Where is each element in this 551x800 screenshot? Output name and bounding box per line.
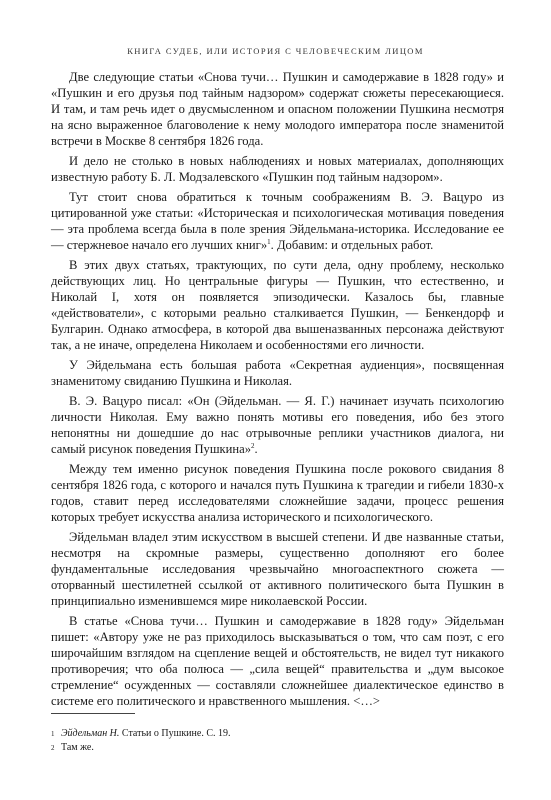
paragraph: В статье «Снова тучи… Пушкин и самодержавие в 1828 году» Эйдельман пишет: «Автору уже не раз приходилось высказываться о том, что сам поэт, с его широчайшим взглядом на сцепление вещей и обстоятельств, не видел тут никакого противоречия; что оба полюса — „сила вещей“ правительства и „дум высокое стремление“ осужденных — составляли сложнейшее диалектическое единство в системе его политического и нравственного мышления. <…> [51,614,504,708]
paragraph: И дело не столько в новых наблюдениях и новых материалах, дополняющих известную работу Б. Л. Модзалевского «Пушкин под тайным надзором». [51,154,504,184]
footnote: 2 Там же. [51,742,94,753]
running-head: КНИГА СУДЕБ, ИЛИ ИСТОРИЯ С ЧЕЛОВЕЧЕСКИМ ЛИЦОМ [127,46,424,56]
paragraph: В этих двух статьях, трактующих, по сути дела, одну проблему, несколько действующих лиц. Но центральные фигуры — Пушкин, что естественно, и Николай I, хотя он появляется эпизодически. Казалось бы, главные «действователи», с которыми реально сталкивается Пушкин, — Бенкендорф и Булгарин. Однако атмосфера, в которой два вышеназванных персонажа действуют так, а не иначе, определена Николаем и особенностями его личности. [51,258,504,352]
footnotes [51,727,504,755]
footnote-ref: 2 [251,441,255,450]
footnote-author: Эйдельман Н. [61,728,120,739]
paragraph: Эйдельман владел этим искусством в высшей степени. И две названные статьи, несмотря на скромные размеры, существенно дополняют его более фундаментальные исследования чрезвычайно многоаспектного сюжета — оторванный шестилетней ссылкой от активного политического быта Пушкин в принципиально изменившемся мире николаевской России. [51,530,504,608]
body-text [51,69,504,713]
paragraph: Тут стоит снова обратиться к точным соображениям В. Э. Вацуро из цитированной уже статьи: «Историческая и психологическая мотивация поведения — эта проблема всегда была в поле зрения Эйдельмана-историка. Исследование ее — стержневое начало его лучших книг»$^1$. Добавим: и отдельных работ. [51,190,504,252]
footnote-divider [51,713,135,714]
footnote: 1 Эйдельман Н. Статьи о Пушкине. С. 19. [51,728,231,739]
paragraph: В. Э. Вацуро писал: «Он (Эйдельман. — Я. Г.) начинает изучать психологию личности Николая. Ему важно понять мотивы его поведения, ибо без этого непонятны ни дошедшие до нас отрывочные реплики участников диалога, ни самый рисунок поведения Пушкина»$^2$. [51,394,504,456]
paragraph: Между тем именно рисунок поведения Пушкина после рокового свидания 8 сентября 1826 года, с которого и начался путь Пушкина к трагедии и гибели 1830-х годов, ставит перед исследователями сложнейшие задачи, процесс решения которых требует искусства анализа исторического и психологического. [51,462,504,524]
footnote-ref: 1 [267,237,271,246]
paragraph: Две следующие статьи «Снова тучи… Пушкин и самодержавие в 1828 году» и «Пушкин и его друзья под тайным надзором» содержат сюжеты пересекающиеся. И там, и там речь идет о двусмысленном и опасном положении Пушкина несмотря на ясно выраженное благоволение к нему молодого императора после знаменитой встречи в Москве 8 сентября 1826 года. [51,70,504,148]
paragraph: У Эйдельмана есть большая работа «Секретная аудиенция», посвященная знаменитому свиданию Пушкина и Николая. [51,358,504,388]
